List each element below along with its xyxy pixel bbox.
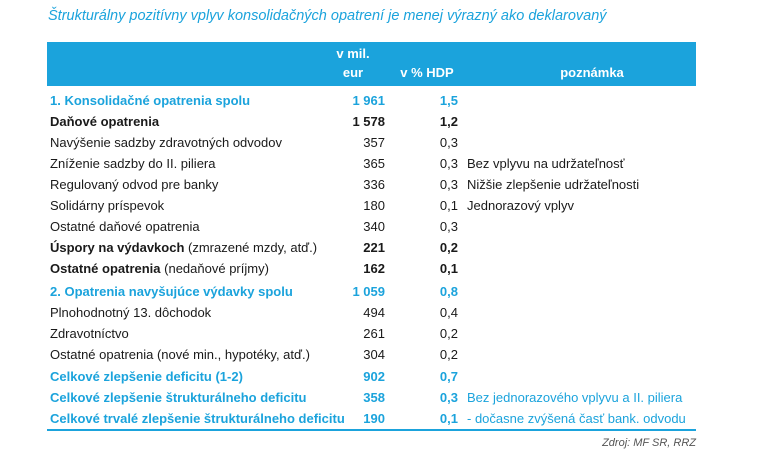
table-row [47, 366, 696, 387]
row-hdp: 0,3 [439, 156, 458, 171]
row-label: Daňové opatrenia [50, 114, 160, 129]
row-eur: 357 [363, 135, 385, 150]
row-eur: 340 [363, 219, 385, 234]
row-eur: 304 [363, 347, 385, 362]
row-label: Plnohodnotný 13. dôchodok [50, 305, 212, 320]
row-label: Ostatné daňové opatrenia [50, 219, 200, 234]
row-hdp: 0,3 [439, 177, 458, 192]
row-hdp: 0,1 [439, 198, 458, 213]
table-row [47, 216, 696, 237]
row-eur: 162 [363, 261, 385, 276]
row-label: Regulovaný odvod pre banky [50, 177, 219, 192]
row-eur: 1 059 [352, 284, 385, 299]
row-hdp: 0,2 [439, 347, 458, 362]
row-hdp: 0,7 [439, 369, 458, 384]
table-row [47, 281, 696, 302]
row-note: - dočasne zvýšená časť bank. odvodu [467, 411, 686, 426]
row-eur: 261 [363, 326, 385, 341]
row-label: 1. Konsolidačné opatrenia spolu [50, 93, 251, 108]
row-label [50, 237, 317, 258]
table-row [47, 258, 696, 279]
row-label: Zníženie sadzby do II. piliera [50, 156, 216, 171]
table-row [47, 153, 696, 174]
row-eur: 902 [363, 369, 385, 384]
row-label: 2. Opatrenia navyšujúce výdavky spolu [50, 284, 293, 299]
table-row [47, 302, 696, 323]
header-note: poznámka [560, 65, 624, 80]
row-note: Bez jednorazového vplyvu a II. piliera [467, 390, 683, 405]
row-label-main: Ostatné opatrenia [50, 261, 161, 276]
row-label: Solidárny príspevok [50, 198, 165, 213]
row-label: Celkové zlepšenie deficitu (1-2) [50, 369, 243, 384]
row-label [50, 258, 269, 279]
header-eur [321, 46, 385, 81]
row-label: Celkové zlepšenie štrukturálneho deficitu [50, 390, 307, 405]
row-hdp: 1,2 [439, 114, 458, 129]
row-hdp: 0,1 [439, 411, 458, 426]
table-row [47, 174, 696, 195]
table-row [47, 387, 696, 408]
row-eur: 1 578 [352, 114, 385, 129]
row-eur: 358 [363, 390, 385, 405]
table-row [47, 408, 696, 429]
row-eur: 494 [363, 305, 385, 320]
row-label: Zdravotníctvo [50, 326, 129, 341]
table-row [47, 323, 696, 344]
table-row [47, 195, 696, 216]
row-hdp: 0,2 [439, 240, 458, 255]
header-hdp: v % HDP [400, 65, 454, 80]
row-hdp: 1,5 [439, 93, 458, 108]
row-hdp: 0,2 [439, 326, 458, 341]
row-note: Jednorazový vplyv [467, 198, 574, 213]
table-header [47, 42, 696, 86]
table-row [47, 237, 696, 258]
row-label-detail: (nedaňové príjmy) [160, 261, 269, 276]
table-row [47, 344, 696, 365]
row-note: Nižšie zlepšenie udržateľnosti [467, 177, 640, 192]
row-hdp: 0,3 [439, 390, 458, 405]
row-eur: 180 [363, 198, 385, 213]
row-label: Navýšenie sadzby zdravotných odvodov [50, 135, 282, 150]
row-eur: 190 [363, 411, 385, 426]
chart-title: Štrukturálny pozitívny vplyv konsolidačných opatrení je menej výrazný ako deklarovaný [48, 8, 607, 24]
source-note: Zdroj: MF SR, RRZ [602, 437, 696, 449]
row-hdp: 0,4 [439, 305, 458, 320]
table-row [47, 90, 696, 111]
table-row [47, 111, 696, 132]
row-label-detail: (zmrazené mzdy, atď.) [184, 240, 318, 255]
row-hdp: 0,3 [439, 135, 458, 150]
row-eur: 221 [363, 240, 385, 255]
row-eur: 365 [363, 156, 385, 171]
row-hdp: 0,1 [439, 261, 458, 276]
row-eur: 336 [363, 177, 385, 192]
row-eur: 1 961 [352, 93, 385, 108]
row-note: Bez vplyvu na udržateľnosť [467, 156, 625, 171]
header-eur-line1: v mil. [336, 46, 370, 61]
row-label: Celkové trvalé zlepšenie štrukturálneho deficitu [50, 411, 345, 426]
header-eur-line2: eur [342, 65, 364, 80]
row-hdp: 0,8 [439, 284, 458, 299]
row-label: Ostatné opatrenia (nové min., hypotéky, atď.) [50, 347, 310, 362]
row-hdp: 0,3 [439, 219, 458, 234]
table-row [47, 132, 696, 153]
row-label-main: Úspory na výdavkoch [50, 240, 185, 255]
table-bottom-rule [47, 429, 696, 431]
